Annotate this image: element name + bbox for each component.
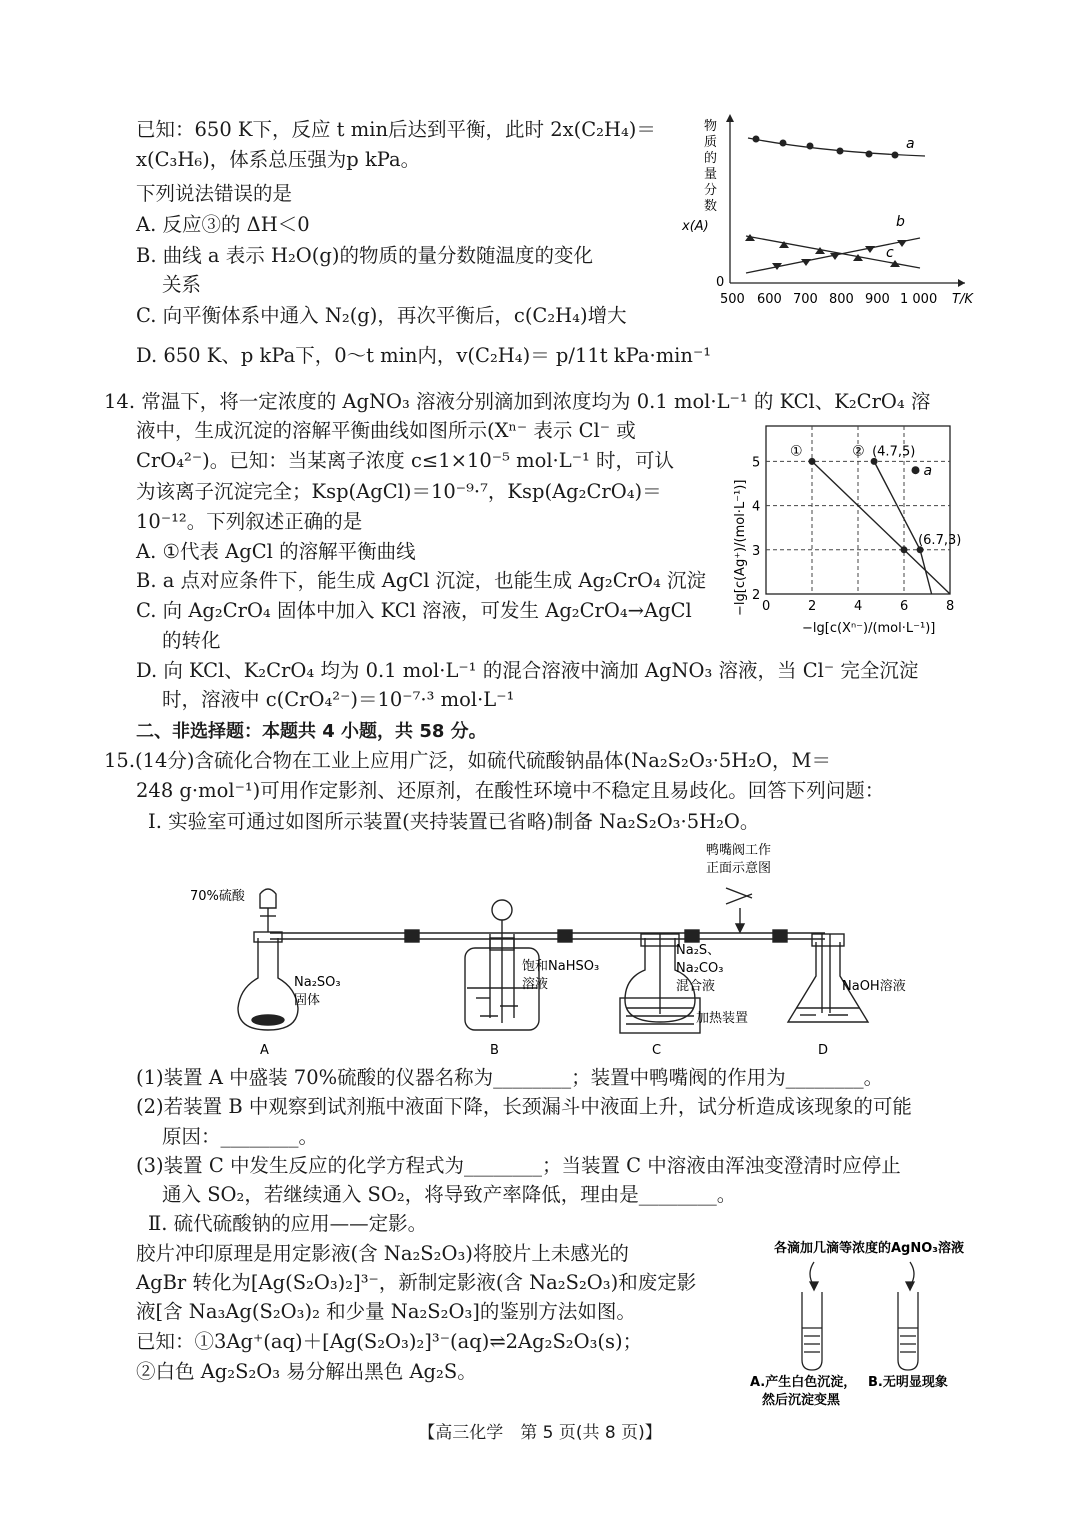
q13-origin: 0 xyxy=(716,275,725,290)
q13-point xyxy=(866,151,873,158)
q14-xtick-label: 8 xyxy=(946,599,955,614)
q14-annotation: a xyxy=(923,463,933,480)
flask-d-label: NaOH溶液 xyxy=(842,979,906,994)
q13-xtick: 800 xyxy=(829,292,854,307)
q14-ytick-label: 4 xyxy=(752,499,761,515)
q14-xtick-label: 2 xyxy=(808,599,817,614)
vessel-c-label-2: Na₂CO₃ xyxy=(676,961,724,976)
q14-line-1: 14. 常温下，将一定浓度的 AgNO₃ 溶液分别滴加到浓度均为 0.1 mol·L⁻¹ 的 KCl、K₂CrO₄ 溶 xyxy=(104,390,931,413)
q15-part2-line-3: 液[含 Na₃Ag(S₂O₃)₂ 和少量 Na₂S₂O₃]的鉴别方法如图。 xyxy=(136,1300,636,1323)
q15-part2-line-1: 胶片冲印原理是用定影液(含 Na₂S₂O₃)将胶片上未感光的 xyxy=(136,1242,629,1265)
tubes-top-label: 各滴加几滴等浓度的AgNO₃溶液 xyxy=(774,1241,964,1256)
q14-option-d: D. 向 KCl、K₂CrO₄ 均为 0.1 mol·L⁻¹ 的混合溶液中滴加 AgNO₃ 溶液，当 Cl⁻ 完全沉淀 xyxy=(136,659,919,682)
q14-data-point xyxy=(901,546,908,553)
q13-point xyxy=(780,140,787,147)
q13-point xyxy=(837,148,844,155)
q13-point xyxy=(897,240,907,247)
q14-line-3: CrO₄²⁻)。已知：当某离子浓度 c≤1×10⁻⁵ mol·L⁻¹ 时，可认 xyxy=(136,449,675,472)
q14-line-5: 10⁻¹²。下列叙述正确的是 xyxy=(136,510,363,533)
section-2-heading: 二、非选择题：本题共 4 小题，共 58 分。 xyxy=(136,721,487,742)
q13-ylabel-3: 的 xyxy=(704,151,718,166)
letter-b: B xyxy=(490,1043,499,1058)
q13-ylabel-1: 物 xyxy=(704,119,718,134)
q14-series-line xyxy=(812,461,950,594)
q14-point-a xyxy=(912,466,920,474)
q13-xtick: 900 xyxy=(865,292,890,307)
test-tubes-figure xyxy=(750,1232,990,1412)
q14-xlabel: −lg[c(Xⁿ⁻)/(mol·L⁻¹)] xyxy=(802,621,936,636)
q13-xtick: 500 xyxy=(720,292,745,307)
q13-point xyxy=(801,259,811,266)
q14-xtick-label: 6 xyxy=(900,599,909,614)
flask-a-label-2: 固体 xyxy=(294,993,321,1008)
bottle-b-label-2: 溶液 xyxy=(522,977,549,992)
q14-ytick-label: 5 xyxy=(752,455,761,471)
q13-option-a: A. 反应③的 ΔH＜0 xyxy=(136,213,310,236)
q13-option-b-cont: 关系 xyxy=(162,273,202,296)
q14-series-line xyxy=(874,461,932,594)
q15-question-3-cont: 通入 SO₂，若继续通入 SO₂，将导致产率降低，理由是________。 xyxy=(162,1183,737,1206)
q13-line-2: x(C₃H₆)，体系总压强为p kPa。 xyxy=(136,148,421,171)
q13-point xyxy=(753,136,760,143)
q14-series-label: ① xyxy=(790,443,803,460)
q13-option-d: D. 650 K、p kPa下，0～t min内，v(C₂H₄)＝ p/11t kPa·min⁻¹ xyxy=(136,344,712,367)
letter-d: D xyxy=(818,1043,829,1058)
vessel-c-label-3: 混合液 xyxy=(676,979,716,994)
q15-part1-heading: Ⅰ. 实验室可通过如图所示装置(夹持装置已省略)制备 Na₂S₂O₃·5H₂O。 xyxy=(148,810,760,833)
q15-line-1: 15.(14分)含硫化合物在工业上应用广泛，如硫代硫酸钠晶体(Na₂S₂O₃·5H₂O，M＝ xyxy=(104,749,832,772)
q14-ytick-label: 2 xyxy=(752,588,761,603)
q14-option-b: B. a 点对应条件下，能生成 AgCl 沉淀，也能生成 Ag₂CrO₄ 沉淀 xyxy=(136,569,706,592)
bottle-b-label-1: 饱和NaHSO₃ xyxy=(522,959,600,974)
q14-marks xyxy=(790,443,961,594)
q13-option-c: C. 向平衡体系中通入 N₂(g)，再次平衡后，c(C₂H₄)增大 xyxy=(136,304,627,327)
acid-label: 70%硫酸 xyxy=(190,889,245,904)
q14-option-c-cont: 的转化 xyxy=(162,629,221,652)
q14-series-label: ② xyxy=(852,443,865,460)
q15-line-2: 248 g·mol⁻¹)可用作定影剂、还原剂，在酸性环境中不稳定且易歧化。回答下列问题： xyxy=(136,779,885,802)
q13-yaxis-tag: x(A) xyxy=(682,219,709,234)
letter-a: A xyxy=(260,1043,269,1058)
q14-xtick-label: 0 xyxy=(762,599,771,614)
q14-option-c: C. 向 Ag₂CrO₄ 固体中加入 KCl 溶液，可发生 Ag₂CrO₄→AgCl xyxy=(136,599,692,622)
q13-ylabel-2: 质 xyxy=(704,135,718,150)
q14-annotation: (6.7,3) xyxy=(918,532,962,548)
q14-ytick-label: 3 xyxy=(752,543,761,559)
q15-part2-line-4: 已知：①3Ag⁺(aq)＋[Ag(S₂O₃)₂]³⁻(aq)⇌2Ag₂S₂O₃(s)； xyxy=(136,1330,643,1353)
q13-point xyxy=(892,152,899,159)
q13-ylabel-5: 分 xyxy=(704,183,718,198)
q14-option-a: A. ①代表 AgCl 的溶解平衡曲线 xyxy=(136,540,416,563)
q13-xlabel: T/K xyxy=(952,292,973,307)
q13-chart xyxy=(680,108,980,308)
apparatus-diagram xyxy=(180,838,960,1063)
vessel-c-label-1: Na₂S、 xyxy=(676,943,721,958)
tube-b-label: B.无明显现象 xyxy=(868,1375,948,1390)
q13-point xyxy=(807,143,814,150)
q15-question-3: (3)装置 C 中发生反应的化学方程式为________；当装置 C 中溶液由浑浊变澄清时应停止 xyxy=(136,1154,901,1177)
q15-question-2-cont: 原因：________。 xyxy=(162,1125,319,1148)
q13-xtick: 700 xyxy=(793,292,818,307)
letter-c: C xyxy=(652,1043,662,1058)
flask-a-label-1: Na₂SO₃ xyxy=(294,975,341,990)
tube-a-label-1: A.产生白色沉淀， xyxy=(750,1375,857,1390)
q13-ylabel-6: 数 xyxy=(704,199,718,214)
q13-xtick: 1 000 xyxy=(900,292,938,307)
q15-question-1: (1)装置 A 中盛装 70%硫酸的仪器名称为________；装置中鸭嘴阀的作用为________。 xyxy=(136,1066,884,1089)
valve-label-2: 正面示意图 xyxy=(706,861,772,876)
q13-curve-label-c: c xyxy=(886,245,894,261)
heater-label: 加热装置 xyxy=(696,1011,749,1026)
q13-curve-label-a: a xyxy=(906,136,915,152)
q13-option-b: B. 曲线 a 表示 H₂O(g)的物质的量分数随温度的变化 xyxy=(136,244,593,267)
q15-part2-heading: Ⅱ. 硫代硫酸钠的应用——定影。 xyxy=(148,1212,428,1235)
q13-curve-a xyxy=(748,138,925,156)
q15-part2-line-2: AgBr 转化为[Ag(S₂O₃)₂]³⁻，新制定影液(含 Na₂S₂O₃)和废定影 xyxy=(136,1271,697,1294)
q13-xtick: 600 xyxy=(757,292,782,307)
q14-line-4: 为该离子沉淀完全；Ksp(AgCl)＝10⁻⁹·⁷，Ksp(Ag₂CrO₄)＝ xyxy=(136,480,662,503)
valve-label-1: 鸭嘴阀工作 xyxy=(706,843,772,858)
q14-xtick-label: 4 xyxy=(854,599,863,614)
page-footer: 【高三化学 第 5 页(共 8 页)】 xyxy=(418,1423,662,1443)
q14-option-d-cont: 时，溶液中 c(CrO₄²⁻)＝10⁻⁷·³ mol·L⁻¹ xyxy=(162,688,515,711)
tube-a-label-2: 然后沉淀变黑 xyxy=(762,1393,841,1408)
q14-line-2: 液中，生成沉淀的溶解平衡曲线如图所示(Xⁿ⁻ 表示 Cl⁻ 或 xyxy=(136,419,636,442)
q14-ylabel: −lg[c(Ag⁺)/(mol·L⁻¹)] xyxy=(733,479,748,616)
q14-annotation: (4.7,5) xyxy=(872,444,916,460)
q15-question-2: (2)若装置 B 中观察到试剂瓶中液面下降，长颈漏斗中液面上升，试分析造成该现象的可能 xyxy=(136,1095,912,1118)
q13-line-1: 已知：650 K下，反应 t min后达到平衡，此时 2x(C₂H₄)＝ xyxy=(136,118,656,141)
q14-chart xyxy=(718,418,980,640)
q13-ylabel-4: 量 xyxy=(704,167,718,182)
q13-point xyxy=(865,246,875,253)
q13-line-3: 下列说法错误的是 xyxy=(136,182,293,205)
q13-point xyxy=(830,253,840,260)
q13-curve-label-b: b xyxy=(896,214,905,230)
q14-data-point xyxy=(809,458,816,465)
q15-part2-line-5: ②白色 Ag₂S₂O₃ 易分解出黑色 Ag₂S。 xyxy=(136,1360,477,1383)
